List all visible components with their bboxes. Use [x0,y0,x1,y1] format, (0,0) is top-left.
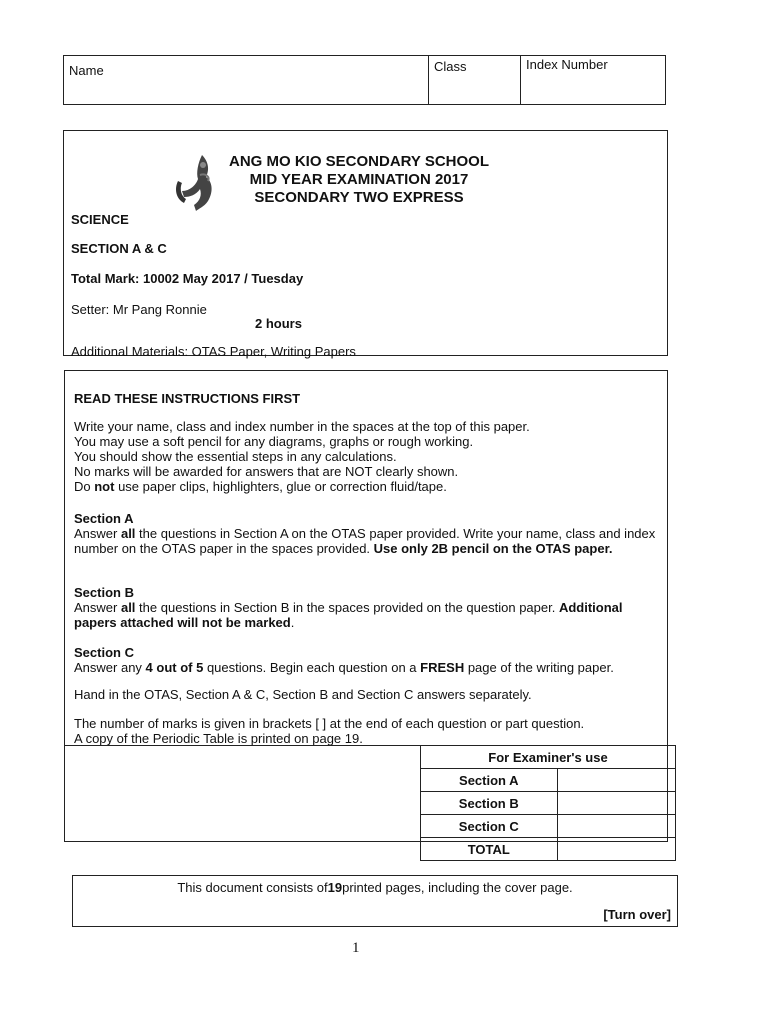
section-b-title: Section B [74,585,134,600]
level-title: SECONDARY TWO EXPRESS [254,189,464,206]
instruction-line: No marks will be awarded for answers that are NOT clearly shown. [74,464,459,479]
additional-materials: Additional Materials: OTAS Paper, Writing Papers [71,344,356,359]
school-name: ANG MO KIO SECONDARY SCHOOL [228,153,490,170]
instruction-line: You may use a soft pencil for any diagrams, graphs or rough working. [74,434,474,449]
score-cell[interactable] [557,792,675,815]
examiner-table [420,745,676,861]
row-label: Section B [421,792,558,815]
row-label: TOTAL [421,838,558,861]
index-number-label: Index Number [526,57,608,72]
section-a-instructions: Section A Answer all the questions in Section A on the OTAS paper provided. Write your name, class and index number on the OTAS paper in the spaces provided. Use only 2B pencil on the OTAS paper. [74,511,666,556]
class-field[interactable] [428,56,521,104]
section-c-title: Section C [74,645,134,660]
total-mark: Total Mark: 10002 May 2017 / Tuesday [71,271,304,286]
setter: Setter: Mr Pang Ronnie [71,302,207,317]
duration: 2 hours [255,316,302,331]
school-info-box [63,130,668,359]
table-row [421,792,676,815]
turn-over: [Turn over] [603,907,671,922]
page-number: 1 [352,940,360,956]
score-cell[interactable] [557,769,675,792]
section-title: SECTION A & C [71,241,167,256]
table-row [421,815,676,838]
table-row [421,838,676,861]
section-c-instructions: Section C Answer any 4 out of 5 questions. Begin each question on a FRESH page of the writing paper. [74,645,666,675]
instructions-heading: READ THESE INSTRUCTIONS FIRST [74,391,301,406]
student-info-box [63,55,666,105]
general-instructions [74,419,664,494]
section-a-title: Section A [74,511,134,526]
instructions-box [64,370,668,857]
periodic-table-note: A copy of the Periodic Table is printed on page 19. [74,731,363,746]
row-label: Section A [421,769,558,792]
exam-title: MID YEAR EXAMINATION 2017 [249,171,469,188]
subject: SCIENCE [71,212,129,227]
section-b-instructions: Section B Answer all the questions in Section B in the spaces provided on the question paper. Additional papers attached will not be marked. [74,585,666,630]
instruction-line: You should show the essential steps in any calculations. [74,449,397,464]
page-count-note: This document consists of19printed pages, including the cover page. [177,880,573,895]
instruction-line: Write your name, class and index number in the spaces at the top of this paper. [74,419,530,434]
score-cell[interactable] [557,838,675,861]
row-label: Section C [421,815,558,838]
score-cell[interactable] [557,815,675,838]
footer-box [72,875,678,927]
index-number-field[interactable] [520,56,665,104]
page-count: 19 [327,880,343,895]
table-row [421,769,676,792]
name-label: Name [69,63,104,78]
class-label: Class [434,59,467,74]
examiner-heading: For Examiner's use [421,746,676,769]
hand-in-note: Hand in the OTAS, Section A & C, Section B and Section C answers separately. [74,687,532,702]
name-field[interactable] [64,56,429,104]
instruction-line: Do not use paper clips, highlighters, glue or correction fluid/tape. [74,479,447,494]
marks-note: The number of marks is given in brackets [ ] at the end of each question or part question. [74,716,585,731]
